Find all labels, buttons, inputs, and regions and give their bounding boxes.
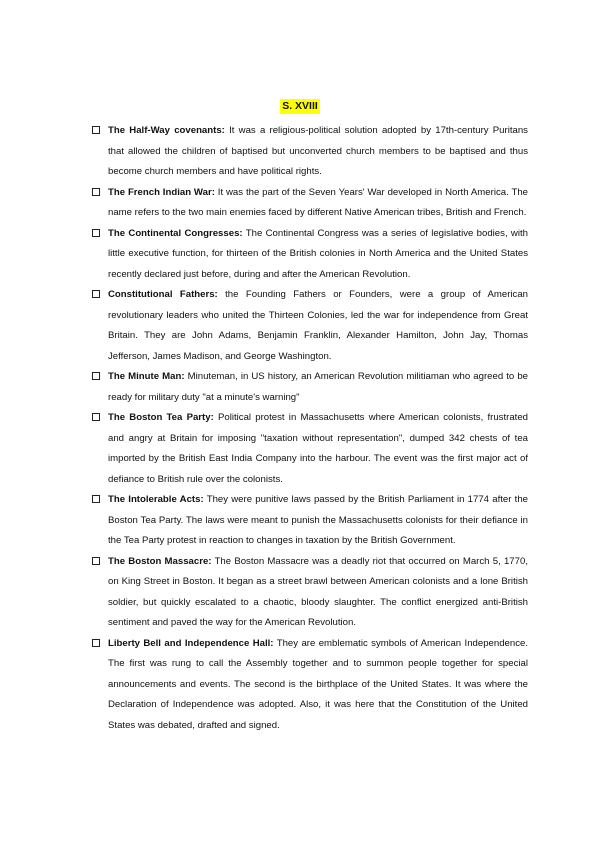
entry-definition: They are emblematic symbols of American Independence. The first was rung to call the Assembly together and to summon people together for special announcements and events. The second is the birthplace of the United States. It was where the Declaration of Independence was adopted. Also, it was here that the Constitution of the United States was debated, drafted and signed. <box>108 637 529 731</box>
entry-definition: It was the part of the Seven Years' War developed in North America. The name refers to the two main enemies faced by different Native American tribes, British and French. <box>108 186 528 218</box>
checkbox-icon[interactable] <box>92 413 100 421</box>
entry-term: The Intolerable Acts: <box>108 494 204 505</box>
entry-term: The Minute Man: <box>108 371 185 382</box>
list-item <box>92 367 528 408</box>
checkbox-icon[interactable] <box>92 495 100 503</box>
list-item <box>92 183 528 224</box>
list-item <box>92 634 528 737</box>
checkbox-icon[interactable] <box>92 639 100 647</box>
page-title: S. XVIII <box>282 100 318 112</box>
entry-term: Constitutional Fathers: <box>108 289 218 300</box>
entry-term: The Boston Massacre: <box>108 555 212 567</box>
entry-term: The Continental Congresses: <box>108 227 243 239</box>
checkbox-icon[interactable] <box>92 188 100 196</box>
checkbox-icon[interactable] <box>92 290 100 298</box>
list-item <box>92 224 528 286</box>
entry-term: The Half-Way covenants: <box>108 125 225 136</box>
entry-definition: Political protest in Massachusetts where American colonists, frustrated and angry at Britain for imposing "taxation without representation", dumped 342 chests of tea imported by the British East India Company into the harbour. The event was the first major act of defiance to British rule over the colonists. <box>108 412 528 485</box>
list-item <box>92 121 528 183</box>
entry-definition: They were punitive laws passed by the British Parliament in 1774 after the Boston Tea Party. The laws were meant to punish the Massachusetts colonists for their defiance in the Tea Party protest in reaction to changes in taxation by the British Government. <box>108 494 528 546</box>
entry-definition: the Founding Fathers or Founders, were a group of American revolutionary leaders who united the Thirteen Colonies, led the war for independence from Great Britain. They are John Adams, Benjamin Franklin, Alexander Hamilton, John Jay, Thomas Jefferson, James Madison, and George Washington. <box>108 289 528 362</box>
entry-term: The French Indian War: <box>108 186 215 198</box>
entry-definition: The Continental Congress was a series of legislative bodies, with little executive function, for thirteen of the British colonies in North America and the United States recently declared just before, during and after the American Revolution. <box>108 227 528 280</box>
list-item <box>92 408 528 490</box>
entry-definition: It was a religious-political solution adopted by 17th-century Puritans that allowed the children of baptised but unconverted church members to be baptised and thus become church members and have political rights. <box>108 125 528 177</box>
checkbox-icon[interactable] <box>92 372 100 380</box>
checkbox-icon[interactable] <box>92 557 100 565</box>
entry-definition: Minuteman, in US history, an American Revolution militiaman who agreed to be ready for military duty "at a minute's warning" <box>108 371 528 403</box>
checkbox-icon[interactable] <box>92 229 100 237</box>
entry-term: The Boston Tea Party: <box>108 412 214 423</box>
entry-definition: The Boston Massacre was a deadly riot that occurred on March 5, 1770, on King Street in Boston. It began as a street brawl between American colonists and a lone British soldier, but quickly escalated to a chaotic, bloody slaughter. The conflict energized anti-British sentiment and paved the way for the American Revolution. <box>108 555 528 628</box>
list-item <box>92 552 528 634</box>
list-item <box>92 490 528 552</box>
checkbox-icon[interactable] <box>92 126 100 134</box>
title-wrapper <box>0 96 600 114</box>
entry-term: Liberty Bell and Independence Hall: <box>108 637 274 649</box>
entry-list <box>92 121 528 736</box>
list-item <box>92 285 528 367</box>
